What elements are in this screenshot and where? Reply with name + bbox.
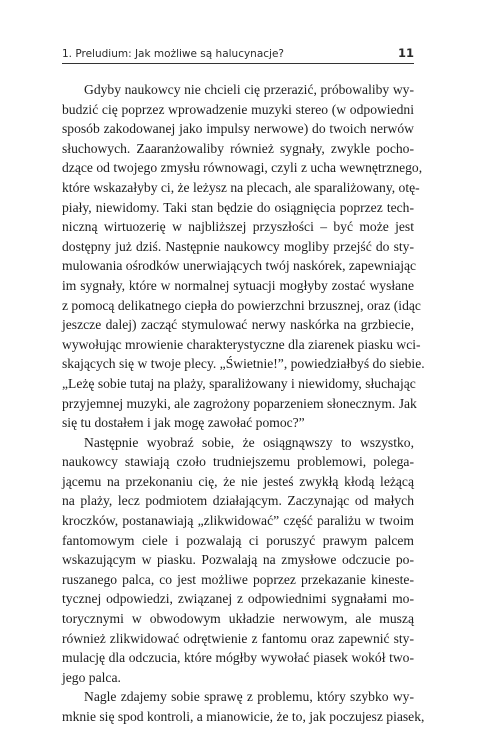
text-line: piały, niewidomy. Taki stan będzie do osiągnięcia poprzez tech- [62,199,414,215]
text-line: fantomowym ciele i pozwalają ci poruszyć prawym palcem [62,532,414,548]
text-line: również zlikwidować odrętwienie z fantomu oraz zapewnić sty- [62,630,414,646]
text-line: dostępny już dziś. Następnie naukowcy mogliby przejść do sty- [62,238,414,254]
text-line: „Leżę sobie tutaj na plaży, sparaliżowany i niewidomy, słuchając [62,375,416,391]
text-line: kroczków, postanawiają „zlikwidować” część paraliżu w twoim [62,513,414,529]
text-line: z pomocą delikatnego ciepła do powierzchni brzusznej, oraz (idąc [62,297,421,313]
text-line: na plaży, lecz podmiotem działającym. Zaczynając od małych [62,493,414,509]
body-text [62,80,425,727]
page-number: 11 [397,46,414,60]
text-line: im sygnały, które w normalnej sytuacji mogłyby zostać wysłane [62,277,414,293]
text-line: mulowania ośrodków unerwiających twój naskórek, zapewniając [62,258,417,274]
text-line: które wskazałyby ci, że leżysz na plecach, ale sparaliżowany, otę- [62,179,420,195]
running-title: 1. Preludium: Jak możliwe są halucynacje? [62,48,284,60]
text-line: naukowcy stawiają czoło trudniejszemu problemowi, polega- [62,454,414,470]
text-line: ruszanego palca, co jest możliwe poprzez przekazanie kineste- [62,571,414,587]
text-line: wskazującym w piasku. Pozwalają na zmysłowe odczucie po- [62,552,414,568]
text-line: przyjemnej muzyki, ale zagrożony poparzeniem słonecznym. Jak [62,395,417,411]
paragraph-1 [62,80,425,433]
text-line: mulację dla odczucia, które mógłby wywołać piasek wokół two- [62,650,414,666]
text-line: niczną wirtuozerię w najbliższej przyszłości – być może jest [62,219,414,235]
text-line: Nagle zdajemy sobie sprawę z problemu, który szybko wy- [84,689,414,705]
text-line: słuchowych. Zaaranżowaliby również sygnały, zwykle pocho- [62,140,414,156]
text-line: budzić cię poprzez wprowadzenie muzyki stereo (w odpowiedni [62,101,414,117]
header-rule [62,63,414,64]
running-header [62,46,414,60]
paragraph-3 [62,687,425,726]
text-line: tycznej odpowiedzi, związanej z odpowiednimi sygnałami mo- [62,591,414,607]
text-line: torycznymi w obwodowym układzie nerwowym, ale muszą [62,611,414,627]
text-line: sposób zakodowanej jako impulsy nerwowe) do twoich nerwów [62,121,414,137]
text-line: się tu dostałem i jak mogę zawołać pomoc?” [62,415,305,431]
text-line: skających się w twoje plecy. „Świetnie!”, powiedziałbyś do siebie. [62,356,425,372]
paragraph-2 [62,433,414,688]
text-line: jego palca. [62,669,121,685]
text-line: jeszcze dalej) zacząć stymulować nerwy naskórka na grzbiecie, [62,317,414,333]
text-line: dzące od twojego zmysłu równowagi, czyli z ucha wewnętrznego, [62,160,423,176]
text-line: wywołując mrowienie charakterystyczne dla ziarenek piasku wci- [62,336,421,352]
text-line: Następnie wyobraź sobie, że osiągnąwszy to wszystko, [84,434,414,450]
text-line: mknie się spod kontroli, a mianowicie, że to, jak poczujesz piasek, [62,709,425,724]
text-line: jącemu na przekonaniu cię, że nie jesteś zwykłą kłodą leżącą [62,473,414,489]
text-line: Gdyby naukowcy nie chcieli cię przerazić, próbowaliby wy- [84,82,414,97]
